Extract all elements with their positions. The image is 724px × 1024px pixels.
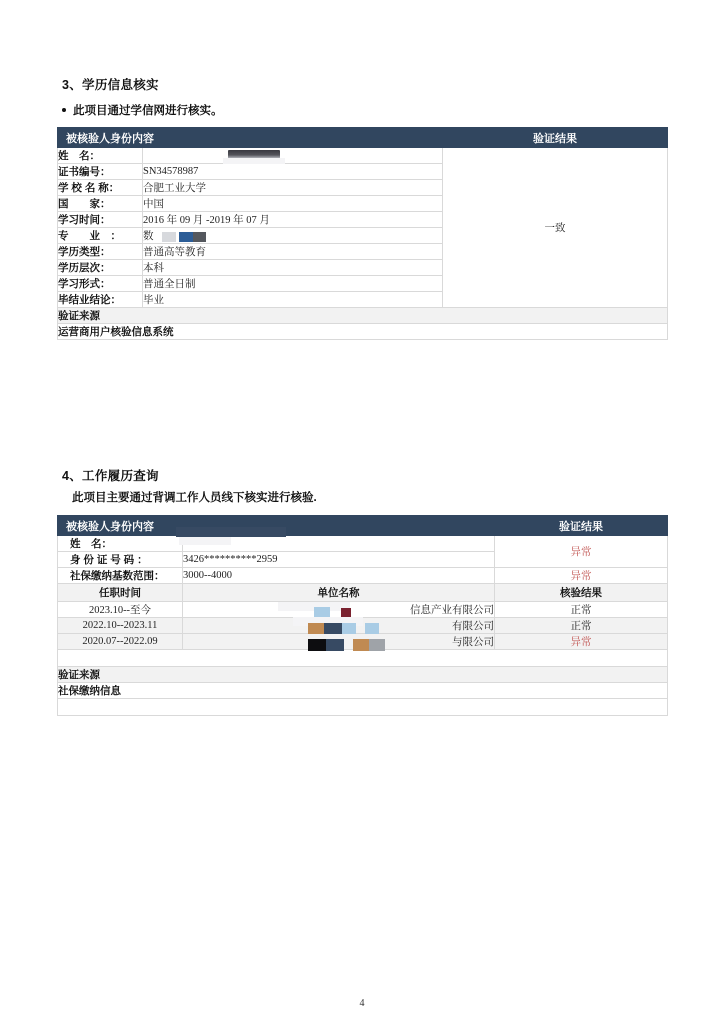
job-period: 2023.10--至今 — [58, 602, 183, 618]
education-verification-table — [57, 127, 668, 340]
page-number: 4 — [359, 998, 365, 1009]
education-source-label-row — [58, 308, 668, 324]
row-value-country: 中国 — [143, 196, 443, 212]
row-label-major: 专 业 ： — [58, 228, 143, 244]
row-label-social-security-base: 社保缴纳基数范围： — [58, 568, 183, 584]
redaction-block — [314, 607, 330, 618]
employment-result-text: 异常 — [570, 570, 592, 582]
employment-result-social-security — [495, 568, 668, 584]
employment-spacer-row — [58, 650, 668, 667]
redaction-block — [293, 617, 363, 626]
job-company-text: 与限公司 — [452, 636, 494, 648]
row-value-study-form: 普通全日制 — [143, 276, 443, 292]
table-row — [58, 602, 668, 618]
employment-table-header-row — [58, 516, 668, 536]
row-label-country: 国 家： — [58, 196, 143, 212]
job-result-text: 正常 — [570, 604, 592, 616]
job-company — [183, 602, 495, 618]
row-value-graduation-conclusion: 毕业 — [143, 292, 443, 308]
redaction-block — [179, 537, 231, 545]
job-company — [183, 634, 495, 650]
education-header-result: 验证结果 — [443, 128, 668, 148]
row-label-certificate-number: 证书编号： — [58, 164, 143, 180]
education-table-header-row — [58, 128, 668, 148]
redaction-block — [326, 639, 344, 651]
education-source-value: 运营商用户核验信息系统 — [58, 324, 668, 340]
redaction-block — [278, 602, 350, 611]
section4-note: 此项目主要通过背调工作人员线下核实进行核验. — [72, 492, 317, 504]
row-value-major — [143, 228, 443, 244]
redaction-block — [369, 639, 385, 651]
spacer-cell — [58, 650, 668, 667]
section3-bullet-line — [62, 102, 223, 118]
education-result-text: 一致 — [544, 222, 566, 234]
employment-source-label: 验证来源 — [58, 667, 668, 683]
row-label-name: 姓 名： — [58, 148, 143, 164]
row-value-name — [143, 148, 443, 164]
job-result — [495, 602, 668, 618]
row-label-school-name: 学 校 名 称： — [58, 180, 143, 196]
table-row — [58, 634, 668, 650]
employment-header-identity: 被核验人身份内容 — [58, 516, 495, 536]
redaction-block — [193, 232, 206, 242]
table-row — [58, 618, 668, 634]
job-header-company: 单位名称 — [183, 584, 495, 602]
redaction-block — [162, 232, 176, 242]
row-value-school-name: 合肥工业大学 — [143, 180, 443, 196]
education-result-cell — [443, 148, 668, 308]
section3-heading: 3、学历信息核实 — [62, 78, 159, 92]
row-value-id-number: 3426**********2959 — [183, 552, 495, 568]
employment-result-text: 异常 — [570, 546, 592, 558]
redaction-block — [228, 150, 280, 159]
job-result — [495, 618, 668, 634]
employment-source-value: 社保缴纳信息 — [58, 683, 668, 699]
employment-verification-table — [57, 515, 668, 716]
bullet-dot-icon — [62, 108, 66, 112]
row-value-social-security-base: 3000--4000 — [183, 568, 495, 584]
employment-source-label-row — [58, 667, 668, 683]
row-value-education-type: 普通高等教育 — [143, 244, 443, 260]
row-label-id-number: 身 份 证 号 码 ： — [58, 552, 183, 568]
section3-bullet-text: 此项目通过学信网进行核实。 — [73, 105, 223, 117]
row-value-study-period: 2016 年 09 月 -2019 年 07 月 — [143, 212, 443, 228]
job-result-text: 异常 — [570, 636, 592, 648]
row-label-graduation-conclusion: 毕结业结论： — [58, 292, 143, 308]
row-value-major-text: 数 — [143, 230, 154, 242]
job-result — [495, 634, 668, 650]
employment-result-name — [495, 536, 668, 568]
job-period: 2020.07--2022.09 — [58, 634, 183, 650]
job-header-result: 核验结果 — [495, 584, 668, 602]
education-header-identity: 被核验人身份内容 — [58, 128, 443, 148]
redaction-block — [308, 639, 326, 651]
table-row — [58, 536, 668, 552]
employment-header-result: 验证结果 — [495, 516, 668, 536]
job-company — [183, 618, 495, 634]
job-result-text: 正常 — [570, 620, 592, 632]
employment-source-value-row — [58, 683, 668, 699]
row-value-certificate-number: SN34578987 — [143, 164, 443, 180]
table-row — [58, 568, 668, 584]
employment-tail-row — [58, 699, 668, 716]
row-label-study-form: 学习形式： — [58, 276, 143, 292]
row-label-education-type: 学历类型： — [58, 244, 143, 260]
job-company-text: 信息产业有限公司 — [410, 604, 494, 616]
job-header-period: 任职时间 — [58, 584, 183, 602]
redaction-block — [179, 232, 193, 242]
education-source-label: 验证来源 — [58, 308, 668, 324]
row-label-study-period: 学习时间： — [58, 212, 143, 228]
job-period: 2022.10--2023.11 — [58, 618, 183, 634]
redaction-block — [353, 639, 369, 651]
row-label-name: 姓 名： — [58, 536, 183, 552]
tail-cell — [58, 699, 668, 716]
row-value-name — [183, 536, 495, 552]
row-value-education-level: 本科 — [143, 260, 443, 276]
job-subheader-row — [58, 584, 668, 602]
education-source-value-row — [58, 324, 668, 340]
job-company-text: 有限公司 — [452, 620, 494, 632]
row-label-education-level: 学历层次： — [58, 260, 143, 276]
section4-heading: 4、工作履历查询 — [62, 469, 159, 483]
table-row — [58, 148, 668, 164]
